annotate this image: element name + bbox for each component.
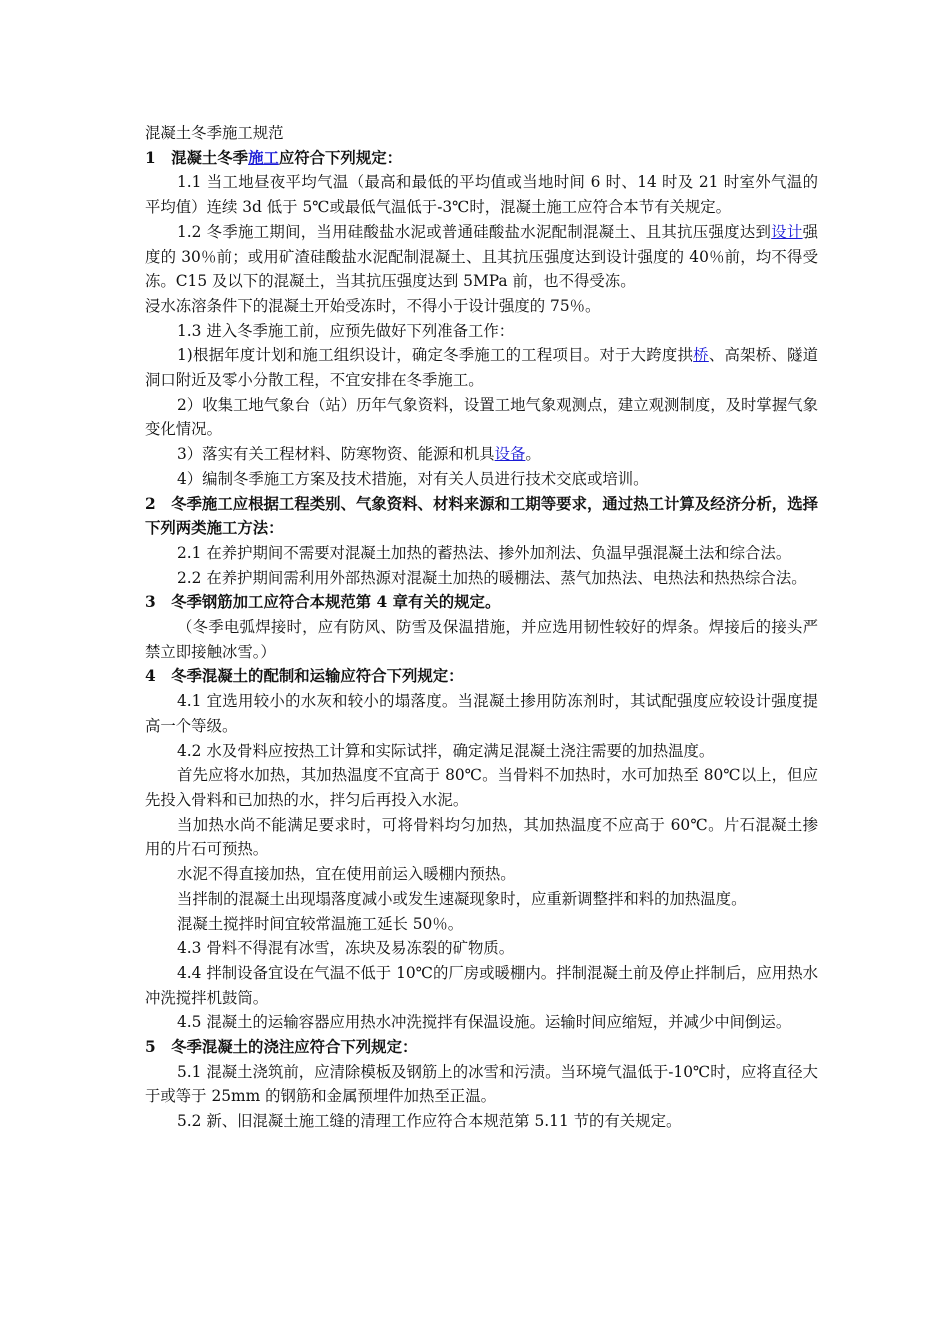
clause-4-2-b: 当加热水尚不能满足要求时，可将骨料均匀加热，其加热温度不应高于 60℃。片石混凝土掺用的片石可预热。 (145, 815, 818, 859)
clause-1-2-text: 1.2 冬季施工期间，当用硅酸盐水泥或普通硅酸盐水泥配制混凝土、且其抗压强度达到 (177, 222, 772, 241)
clause-5-1: 5.1 混凝土浇筑前，应清除模板及钢筋上的冰雪和污渍。当环境气温低于-10℃时，应将直径大于或等于 25mm 的钢筋和金属预埋件加热至正温。 (145, 1062, 818, 1106)
clause-4-2: 4.2 水及骨料应按热工计算和实际试拌，确定满足混凝土浇注需要的加热温度。 (177, 741, 715, 760)
clause-1-3-item-1 (145, 343, 818, 392)
section-3-heading: 3 冬季钢筋加工应符合本规范第 4 章有关的规定。 (145, 593, 501, 612)
link-equipment[interactable]: 设备 (494, 445, 526, 464)
clause-4-3: 4.3 骨料不得混有冰雪，冻块及易冻裂的矿物质。 (177, 939, 515, 958)
clause-4-2-e: 混凝土搅拌时间宜较常温施工延长 50％。 (177, 914, 464, 933)
clause-1-3-item-3-text-end: 。 (525, 445, 541, 464)
clause-2-1: 2.1 在养护期间不需要对混凝土加热的蓄热法、掺外加剂法、负温早强混凝土法和综合法。 (177, 543, 792, 562)
clause-1-3-item-1-text: 1)根据年度计划和施工组织设计，确定冬季施工的工程项目。对于大跨度拱 (177, 346, 694, 365)
section-2-heading: 2 冬季施工应根据工程类别、气象资料、材料来源和工期等要求，通过热工计算及经济分析，选择下列两类施工方法： (145, 494, 818, 538)
clause-1-3-item-3 (145, 442, 818, 467)
clause-1-3-item-1-text-end: 、高架桥、隧道洞口附近及零小分散工程，不宜安排在冬季施工。 (145, 346, 818, 390)
clause-2-2: 2.2 在养护期间需利用外部热源对混凝土加热的暖棚法、蒸气加热法、电热法和热热综合法。 (177, 568, 807, 587)
link-construction[interactable]: 施工 (248, 148, 279, 167)
clause-4-5: 4.5 混凝土的运输容器应用热水冲洗搅拌有保温设施。运输时间应缩短，并减少中间倒运。 (177, 1013, 792, 1032)
clause-1-3: 1.3 进入冬季施工前，应预先做好下列准备工作： (177, 321, 515, 340)
clause-4-2-c: 水泥不得直接加热，宜在使用前运入暖棚内预热。 (177, 865, 516, 884)
document-page (145, 121, 818, 1134)
section-4-heading: 4 冬季混凝土的配制和运输应符合下列规定： (145, 667, 464, 686)
section-1-heading (145, 146, 818, 171)
clause-4-2-d: 当拌制的混凝土出现塌落度减小或发生速凝现象时，应重新调整拌和料的加热温度。 (177, 889, 747, 908)
clause-4-4: 4.4 拌制设备宜设在气温不低于 10℃的厂房或暖棚内。拌制混凝土前及停止拌制后，应用热水冲洗搅拌机鼓筒。 (145, 963, 818, 1007)
document-title: 混凝土冬季施工规范 (145, 124, 284, 142)
clause-1-2 (145, 220, 818, 294)
clause-4-2-a: 首先应将水加热，其加热温度不宜高于 80℃。当骨料不加热时，水可加热至 80℃以上，但应先投入骨料和已加热的水，拌匀后再投入水泥。 (145, 766, 818, 809)
clause-1-3-item-3-text: 3）落实有关工程材料、防寒物资、能源和机具 (177, 445, 495, 464)
clause-4-1: 4.1 宜选用较小的水灰和较小的塌落度。当混凝土掺用防冻剂时，其试配强度应较设计强度提高一个等级。 (145, 692, 818, 735)
clause-1-2-text-end: 强度的 30％前；或用矿渣硅酸盐水泥配制混凝土、且其抗压强度达到设计强度的 40％前，均不得受冻。C15 及以下的混凝土，当其抗压强度达到 5MPa 前，也不得受冻。 (145, 222, 818, 291)
section-5-heading: 5 冬季混凝土的浇注应符合下列规定： (145, 1038, 418, 1057)
section-1-heading-text-end: 应符合下列规定： (278, 148, 402, 167)
link-bridge[interactable]: 桥 (693, 346, 709, 365)
clause-1-1: 1.1 当工地昼夜平均气温（最高和最低的平均值或当地时间 6 时、14 时及 21 时室外气温的平均值）连续 3d 低于 5℃或最低气温低于-3℃时，混凝土施工应符合本节有关规定。 (145, 173, 818, 217)
section-1-heading-text: 1 混凝土冬季 (145, 148, 249, 167)
clause-1-2-continued: 浸水冻溶条件下的混凝土开始受冻时，不得小于设计强度的 75％。 (145, 296, 601, 315)
link-design[interactable]: 设计 (771, 222, 803, 241)
clause-5-2: 5.2 新、旧混凝土施工缝的清理工作应符合本规范第 5.11 节的有关规定。 (177, 1112, 682, 1131)
clause-1-3-item-2: 2）收集工地气象台（站）历年气象资料，设置工地气象观测点，建立观测制度，及时掌握气象变化情况。 (145, 395, 818, 439)
clause-3-note: （冬季电弧焊接时，应有防风、防雪及保温措施，并应选用韧性较好的焊条。焊接后的接头严禁立即接触冰雪。） (145, 618, 818, 661)
clause-1-3-item-4: 4）编制冬季施工方案及技术措施，对有关人员进行技术交底或培训。 (177, 469, 649, 488)
